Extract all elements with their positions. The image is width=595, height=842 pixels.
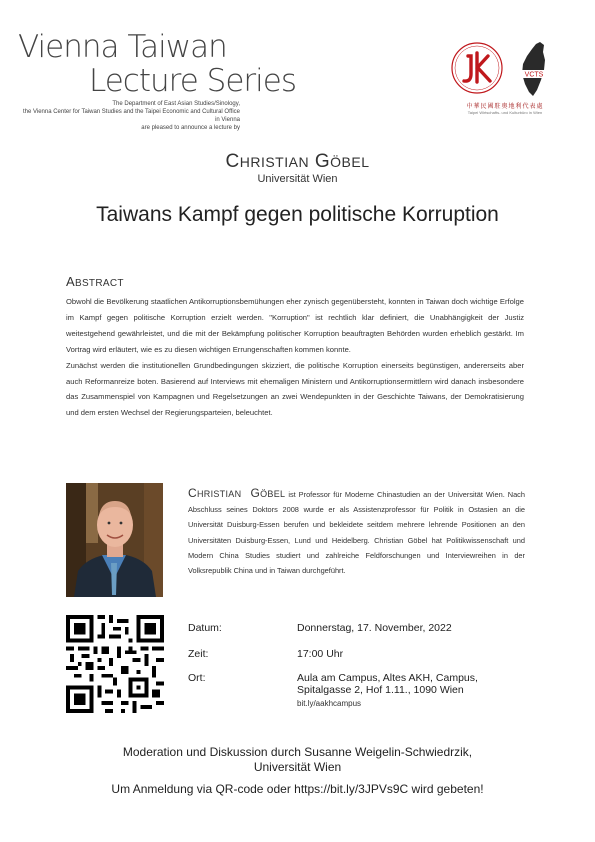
bio-name-rest: ÖBEL [260, 489, 286, 499]
speaker-first-initial: C [225, 151, 240, 172]
host-line2: the Vienna Center for Taiwan Studies and the Taipei Economic and Cultural Office in Vienna [22, 109, 240, 123]
bio-name-initial: G [250, 486, 261, 500]
moderation-line2: Universität Wien [253, 760, 342, 774]
place-line2: Spitalgasse 2, Hof 1.11., 1090 Wien [297, 684, 464, 696]
bio-text: ist Professor für Moderne Chinastudien an der Universität Wien. Nach Abschluss seines Doktors 2008 wurde er als Assistenzprofessor für Politik in Ostasien an die Universität Duisburg-Essen berufen und bekleidete seitdem mehrere lehrende Positionen an den Universitäten Duisburg-Essen, Lund und Heidelberg. Christian Göbel hat Politikwissenschaft und Modern China Studies studiert und zahlreiche Feldforschungen und Interviewreihen in der Volksrepublik China und in Taiwan durchgeführt. [188, 490, 525, 576]
registration-qr-code[interactable] [66, 615, 164, 713]
bio-name [188, 486, 285, 500]
series-title [18, 30, 348, 98]
abstract-heading-rest: BSTRACT [74, 278, 124, 289]
abstract-body [66, 294, 524, 421]
abstract-heading [66, 274, 124, 289]
speaker-last-rest: ÖBEL [330, 154, 370, 170]
host-line3: are pleased to announce a lecture by [141, 125, 240, 131]
series-title-line2: Lecture Series [89, 63, 296, 99]
moderation-line1: Moderation und Diskussion durch Susanne Weigelin-Schwiedrzik, [122, 745, 473, 759]
talk-title: Taiwans Kampf gegen politische Korruption [96, 203, 499, 226]
time-label: Zeit: [188, 648, 209, 660]
speaker-first-rest: HRISTIAN [239, 154, 310, 170]
vcts-taiwan-logo [512, 40, 556, 98]
host-announcement [20, 100, 240, 132]
place-label: Ort: [188, 672, 206, 684]
cn-office-caption: 中華民國駐奧地利代表處 [466, 104, 544, 110]
speaker-portrait [66, 483, 163, 597]
host-line1: The Department of East Asian Studies/Sinology, [112, 101, 240, 107]
moderation-note [0, 745, 595, 775]
speaker-last-initial: G [314, 151, 331, 172]
date-value: Donnerstag, 17. November, 2022 [297, 622, 452, 634]
jk-logo [449, 40, 505, 96]
registration-note: Um Anmeldung via QR-code oder https://bit.ly/3JPVs9C wird gebeten! [111, 782, 484, 796]
speaker-affiliation: Universität Wien [257, 173, 338, 185]
speaker-name [0, 151, 595, 173]
abstract-paragraph: Zunächst werden die institutionellen Grundbedingungen skizziert, die politische Korruption einerseits begünstigen, andererseits aber auch Reformanreize boten. Basierend auf Interviews mit ehemaligen Ministern und Antikorruptionsermittlern wird danach insbesondere das Zusammenspiel von Kampagnen und Regelsetzungen an zwei Wendepunkten in der Geschichte Taiwans, der Demokratisierung und dem ersten Wechsel der Regierungsparteien, beleuchtet. [66, 360, 524, 418]
series-title-line1: Vienna Taiwan [18, 29, 227, 65]
bio-name-rest: HRISTIAN [196, 489, 242, 499]
time-value: 17:00 Uhr [297, 648, 344, 660]
abstract-paragraph: Obwohl die Bevölkerung staatlichen Antikorruptionsbemühungen eher zynisch gegenübersteht, konnten in Taiwan doch wichtige Erfolge im Kampf gegen politische Korruption erzielt werden. "Korruption" ist rechtlich klar definiert, die Unabhängigkeit der Justiz weitestgehend gewährleistet, und die mit der Bekämpfung politischer Korruption beauftragten Behörden wurden erheblich gestärkt. Im Vortrag wird erläutert, wie es zu diesen wichtigen Errungenschaften kommen konnte. [66, 297, 524, 354]
date-label: Datum: [188, 622, 222, 634]
bio-name-initial: C [188, 486, 197, 500]
cn-office-subcaption: Taipei Wirtschafts- und Kulturbüro in Wien [467, 110, 543, 115]
place-line1: Aula am Campus, Altes AKH, Campus, [297, 672, 478, 684]
abstract-heading-initial: A [66, 274, 75, 289]
place-link[interactable]: bit.ly/aakhcampus [297, 699, 362, 708]
speaker-bio [188, 486, 525, 578]
vcts-label: VCTS [524, 71, 544, 79]
